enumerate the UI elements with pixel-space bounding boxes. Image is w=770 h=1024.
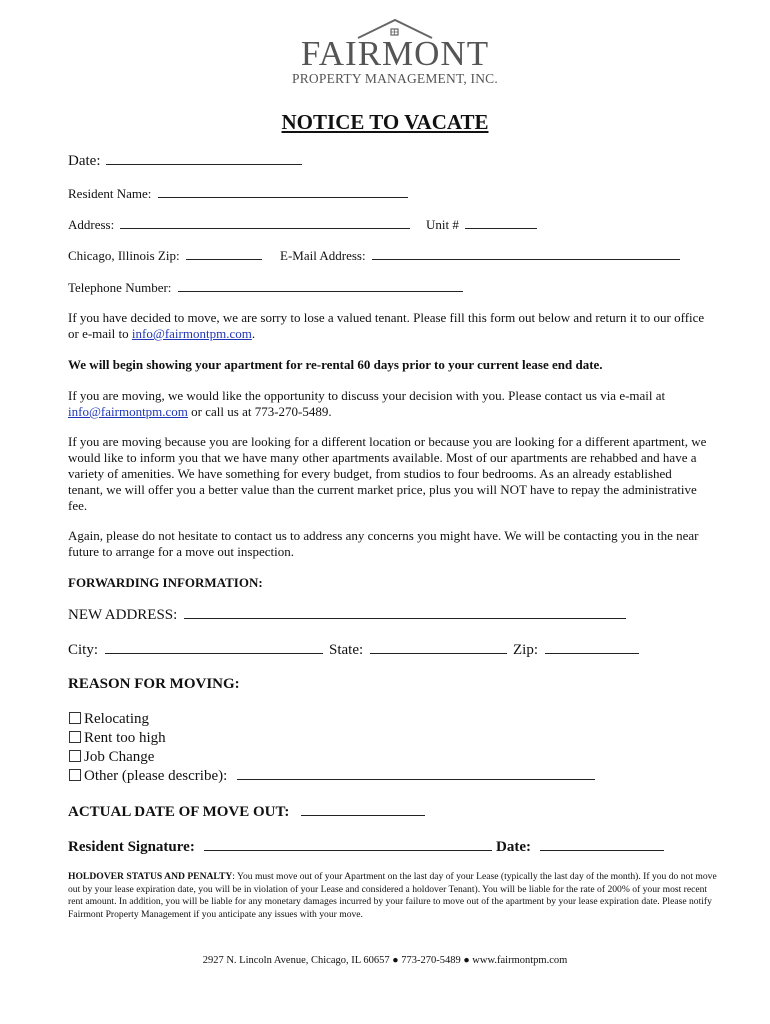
unit-row bbox=[426, 216, 537, 233]
telephone-row bbox=[68, 279, 463, 296]
resident-name-row bbox=[68, 185, 408, 202]
discuss-text: If you are moving, we would like the opportunity to discuss your decision with you. Please contact us via e-mail at bbox=[68, 388, 666, 403]
forwarding-city-row bbox=[68, 641, 323, 659]
intro-text: If you have decided to move, we are sorry to lose a valued tenant. Please fill this form out below and return it to our office or e-mail to bbox=[68, 310, 705, 341]
intro-paragraph bbox=[68, 310, 708, 342]
email-row bbox=[280, 247, 680, 264]
reason-rent-label: Rent too high bbox=[84, 730, 166, 746]
telephone-label: Telephone Number: bbox=[68, 280, 172, 295]
unit-field[interactable] bbox=[465, 216, 537, 229]
new-address-label: NEW ADDRESS: bbox=[68, 607, 178, 623]
intro-end: . bbox=[251, 326, 256, 341]
state-label: State: bbox=[329, 642, 364, 658]
showing-notice: We will begin showing your apartment for re-rental 60 days prior to your current lease end date. bbox=[68, 357, 603, 372]
reason-rent-too-high[interactable] bbox=[69, 729, 166, 748]
holdover-text: : You must move out of your Apartment on the last day of your Lease (typically the last day of the month). If you do not move out by your lease expiration date, you will be in violation of your Lease and considered a holdover Tenant). You will be liable for the rate of 200% of your most recent rent amount. In addition, you will be liable for any monetary damages incurred by your failure to move out of the apartment by your lease expiration date. Please notify Fairmont Property Management if you anticipate any issues with your move. bbox=[68, 871, 717, 920]
unit-label: Unit # bbox=[426, 217, 459, 232]
company-logo bbox=[290, 18, 505, 88]
new-address-row bbox=[68, 606, 626, 624]
signature-field[interactable] bbox=[204, 838, 492, 851]
discuss-paragraph bbox=[68, 388, 708, 420]
new-address-field[interactable] bbox=[184, 606, 626, 619]
checkbox[interactable] bbox=[69, 750, 81, 762]
holdover-label: HOLDOVER STATUS AND PENALTY bbox=[68, 871, 233, 882]
reason-relocating-label: Relocating bbox=[84, 711, 149, 727]
checkbox[interactable] bbox=[69, 731, 81, 743]
email-label: E-Mail Address: bbox=[280, 248, 366, 263]
resident-name-label: Resident Name: bbox=[68, 186, 152, 201]
email-field[interactable] bbox=[372, 247, 680, 260]
logo-tagline: PROPERTY MANAGEMENT, INC. bbox=[292, 71, 498, 86]
signature-date-row bbox=[496, 838, 664, 856]
actual-date-label: ACTUAL DATE OF MOVE OUT: bbox=[68, 804, 290, 820]
checkbox[interactable] bbox=[69, 769, 81, 781]
reason-job-label: Job Change bbox=[84, 749, 155, 765]
telephone-field[interactable] bbox=[178, 279, 463, 292]
reason-heading: REASON FOR MOVING: bbox=[68, 676, 240, 692]
checkbox[interactable] bbox=[69, 712, 81, 724]
discuss-end: or call us at 773-270-5489. bbox=[187, 404, 332, 419]
reason-relocating[interactable] bbox=[69, 710, 149, 729]
date-label: Date: bbox=[68, 153, 101, 169]
state-field[interactable] bbox=[370, 641, 507, 654]
footer-contact: 2927 N. Lincoln Avenue, Chicago, IL 60657 ● 773-270-5489 ● www.fairmontpm.com bbox=[202, 955, 568, 966]
reason-other-label: Other (please describe): bbox=[84, 768, 228, 784]
signature-row bbox=[68, 838, 492, 856]
intro-email-link[interactable]: info@fairmontpm.com bbox=[131, 326, 252, 341]
forwarding-zip-row bbox=[513, 641, 639, 659]
forwarding-zip-field[interactable] bbox=[545, 641, 639, 654]
actual-date-row bbox=[68, 803, 425, 821]
zip-row bbox=[68, 247, 262, 264]
reason-job-change[interactable] bbox=[69, 748, 154, 767]
date-row bbox=[68, 152, 302, 170]
address-field[interactable] bbox=[120, 216, 410, 229]
city-field[interactable] bbox=[105, 641, 323, 654]
reason-other[interactable] bbox=[69, 767, 595, 786]
date-field[interactable] bbox=[106, 152, 302, 165]
signature-date-field[interactable] bbox=[540, 838, 664, 851]
signature-label: Resident Signature: bbox=[68, 839, 195, 855]
zip-field[interactable] bbox=[186, 247, 262, 260]
discuss-email-link[interactable]: info@fairmontpm.com bbox=[68, 404, 188, 419]
resident-name-field[interactable] bbox=[158, 185, 408, 198]
address-row bbox=[68, 216, 410, 233]
page-title: NOTICE TO VACATE bbox=[281, 110, 489, 134]
other-description-field[interactable] bbox=[237, 767, 595, 780]
again-contact-paragraph: Again, please do not hesitate to contact us to address any concerns you might have. We will be contacting you in the near future to arrange for a move out inspection. bbox=[68, 528, 699, 559]
actual-date-field[interactable] bbox=[301, 803, 425, 816]
address-label: Address: bbox=[68, 217, 115, 232]
signature-date-label: Date: bbox=[496, 839, 531, 855]
forwarding-state-row bbox=[329, 641, 507, 659]
different-location-paragraph: If you are moving because you are looking for a different location or because you are looking for a different apartment, we would like to inform you that we have many other apartments available. Most of our apartments are rehabbed and have a variety of amenities. We have something for every budget, from studios to four bedrooms. As an already established tenant, we will offer you a better value than the current market price, plus you will NOT have to repay the administrative fee. bbox=[68, 434, 707, 513]
city-label: City: bbox=[68, 642, 99, 658]
zip-label: Zip: bbox=[513, 642, 538, 658]
city-state-zip-label: Chicago, Illinois Zip: bbox=[68, 248, 180, 263]
holdover-notice bbox=[68, 871, 718, 921]
forwarding-heading: FORWARDING INFORMATION: bbox=[68, 575, 263, 590]
logo-name: FAIRMONT bbox=[300, 34, 490, 73]
